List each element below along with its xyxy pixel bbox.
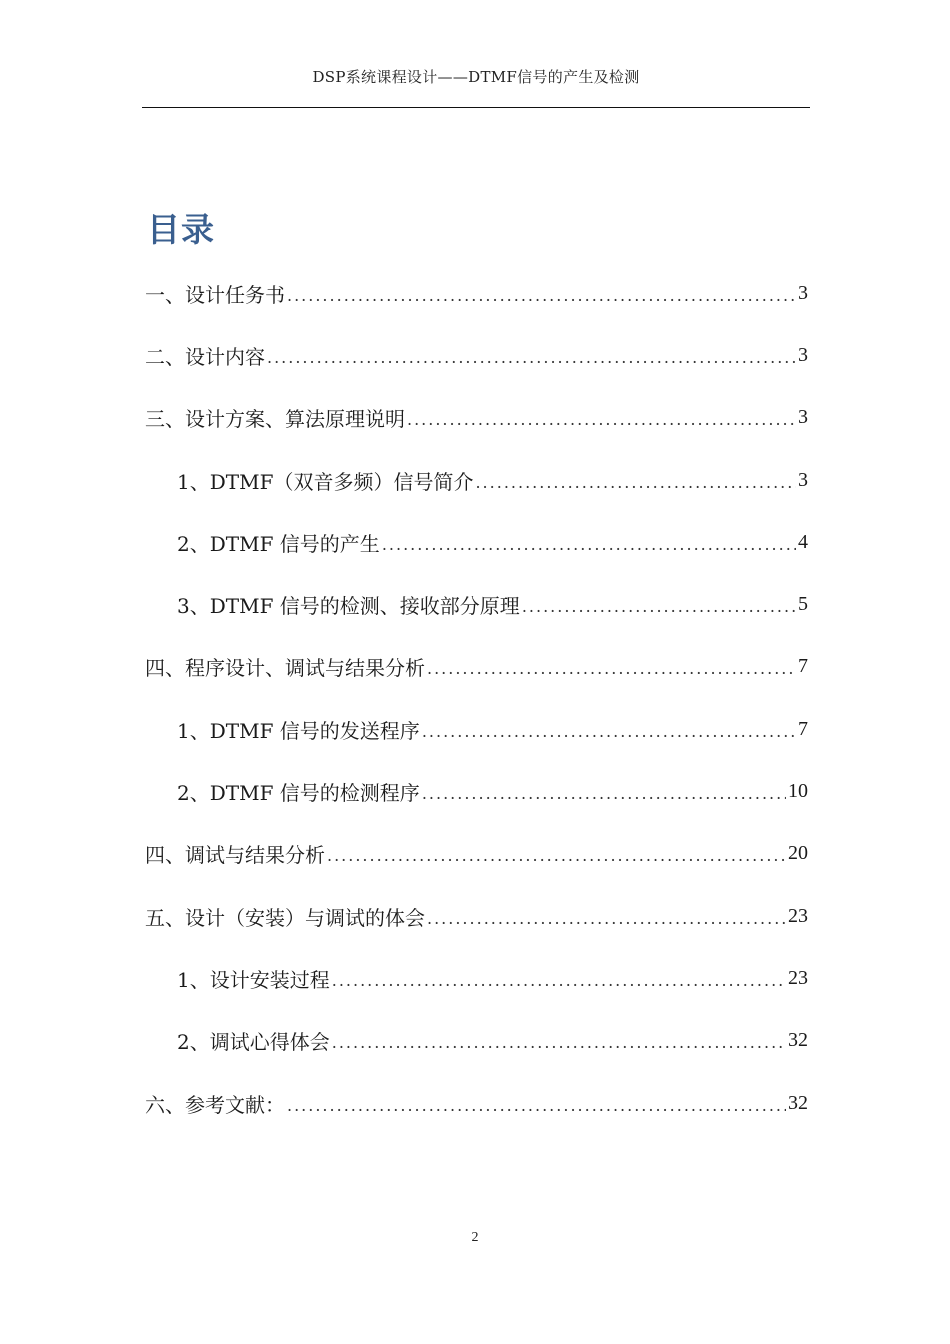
toc-entry-page: 23 <box>788 966 808 989</box>
toc-entry-label: 一、设计任务书 <box>145 282 285 307</box>
header-divider <box>142 107 810 108</box>
toc-entry-label: 六、参考文献： <box>145 1092 285 1117</box>
toc-entry-page: 4 <box>798 530 808 553</box>
toc-leader-dots <box>382 535 796 554</box>
toc-leader-dots <box>475 473 796 492</box>
toc-entry-page: 32 <box>788 1029 808 1052</box>
toc-entry[interactable] <box>145 449 808 511</box>
toc-leader-dots <box>287 1096 786 1115</box>
toc-entry-label: 二、设计内容 <box>145 344 265 369</box>
toc-entry[interactable] <box>145 760 808 822</box>
toc-entry-label: 1、设计安装过程 <box>177 967 330 992</box>
toc-entry[interactable] <box>145 885 808 947</box>
toc-entry-page: 3 <box>798 343 808 366</box>
toc-entry-label: 四、调试与结果分析 <box>145 843 325 868</box>
toc-entry[interactable] <box>145 511 808 573</box>
toc-entry-page: 32 <box>788 1091 808 1114</box>
toc-leader-dots <box>407 410 796 429</box>
toc-entry[interactable] <box>145 1010 808 1072</box>
toc-entry[interactable] <box>145 324 808 386</box>
toc-entry[interactable] <box>145 823 808 885</box>
toc-entry-label: 3、DTMF 信号的检测、接收部分原理 <box>177 594 520 619</box>
toc-leader-dots <box>422 784 786 803</box>
toc-leader-dots <box>287 286 796 305</box>
toc-entry-label: 1、DTMF（双音多频）信号简介 <box>177 469 474 494</box>
toc-entry[interactable] <box>145 698 808 760</box>
toc-leader-dots <box>332 1033 786 1052</box>
toc-leader-dots <box>427 659 796 678</box>
toc-leader-dots <box>427 909 786 928</box>
toc-entry-page: 5 <box>798 593 808 616</box>
toc-entry-page: 3 <box>798 406 808 429</box>
toc-entry[interactable] <box>145 262 808 324</box>
toc-entry-page: 20 <box>788 842 808 865</box>
toc-entry[interactable] <box>145 1072 808 1134</box>
toc-entry-label: 2、DTMF 信号的检测程序 <box>177 781 420 806</box>
toc-leader-dots <box>332 971 786 990</box>
page-header: DSP系统课程设计——DTMF信号的产生及检测 <box>312 68 640 86</box>
toc-entry-label: 四、程序设计、调试与结果分析 <box>145 656 425 681</box>
toc-entry[interactable] <box>145 387 808 449</box>
toc-entry[interactable] <box>145 573 808 635</box>
toc-entry-page: 10 <box>788 780 808 803</box>
toc-entry-label: 五、设计（安装）与调试的体会 <box>145 905 425 930</box>
toc-leader-dots <box>327 846 786 865</box>
toc-entry-page: 3 <box>798 468 808 491</box>
toc-leader-dots <box>522 597 796 616</box>
toc-leader-dots <box>422 722 796 741</box>
toc-entry-label: 2、DTMF 信号的产生 <box>177 531 380 556</box>
toc-entry-page: 3 <box>798 281 808 304</box>
toc-entry-page: 23 <box>788 904 808 927</box>
toc-heading: 目录 <box>147 210 215 249</box>
toc-entry-label: 三、设计方案、算法原理说明 <box>145 407 405 432</box>
page-number: 2 <box>471 1230 479 1245</box>
toc-list <box>145 262 808 1134</box>
toc-entry-label: 2、调试心得体会 <box>177 1030 330 1055</box>
toc-entry[interactable] <box>145 947 808 1009</box>
toc-entry[interactable] <box>145 636 808 698</box>
toc-entry-label: 1、DTMF 信号的发送程序 <box>177 718 420 743</box>
toc-entry-page: 7 <box>798 717 808 740</box>
toc-leader-dots <box>267 348 796 367</box>
toc-entry-page: 7 <box>798 655 808 678</box>
